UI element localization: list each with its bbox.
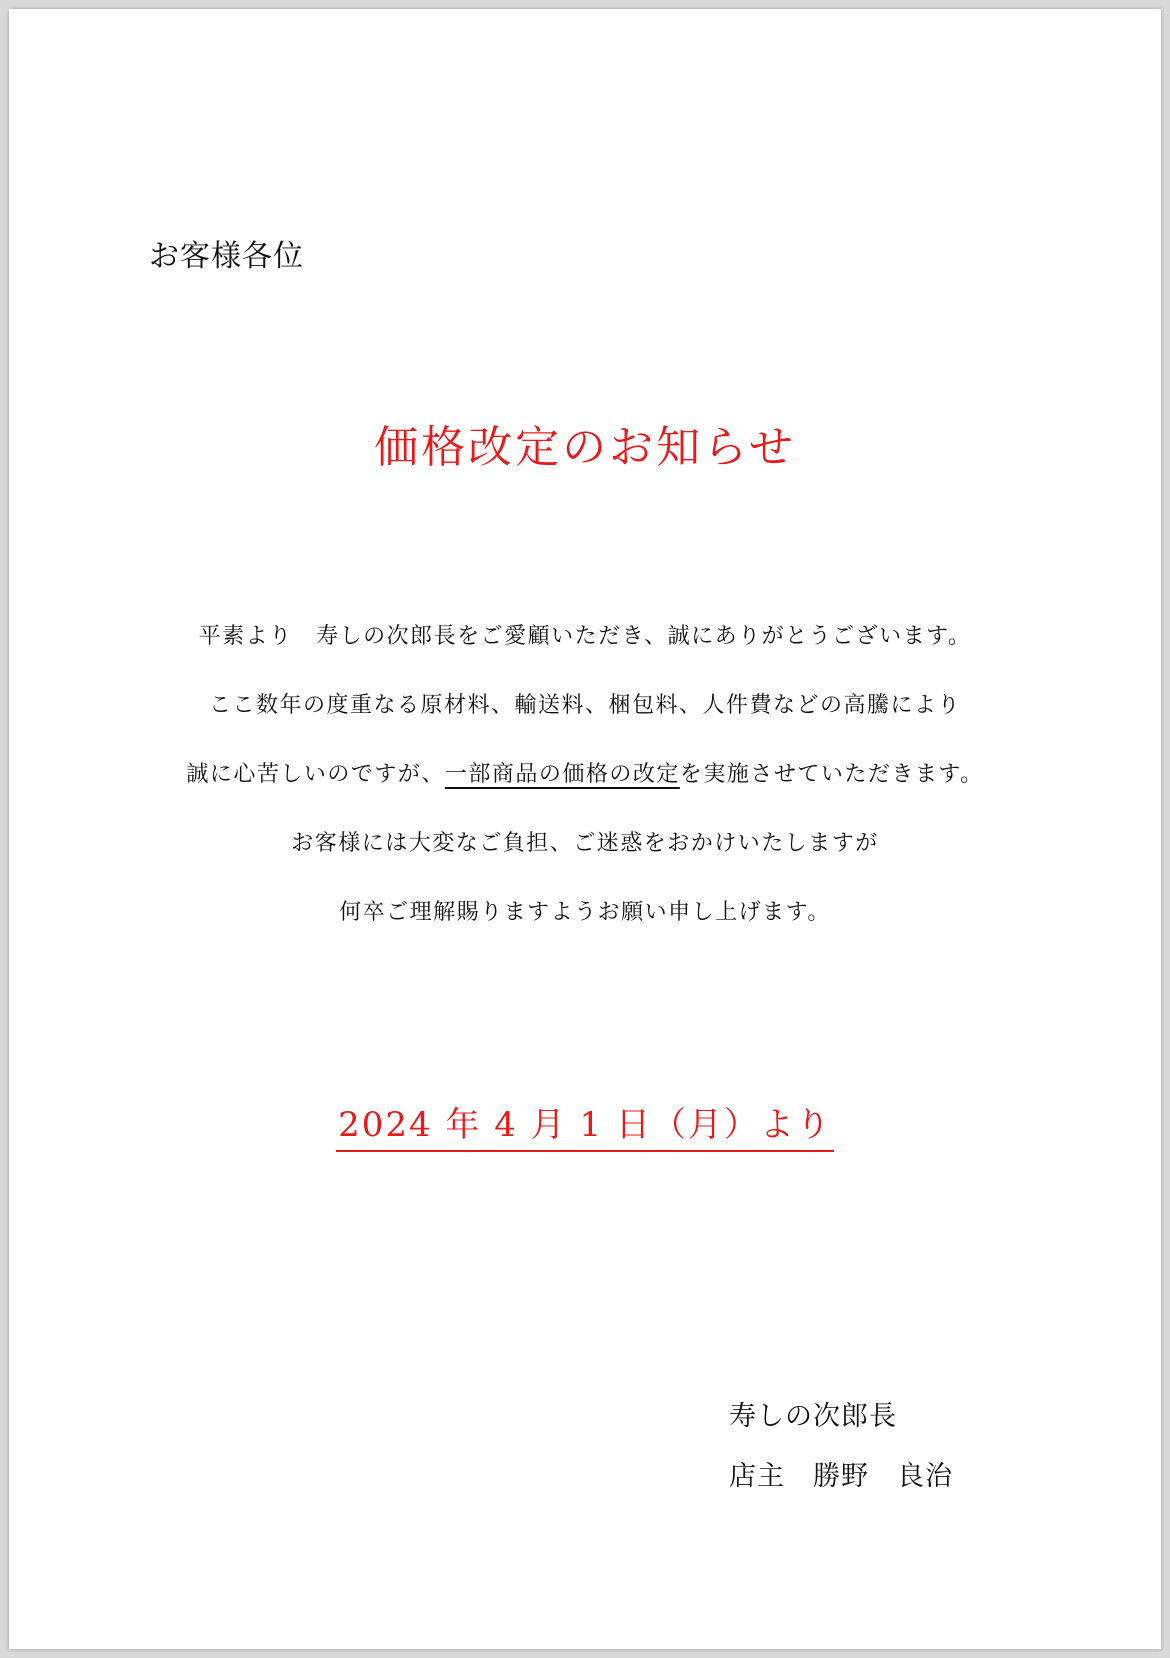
underlined-phrase: 一部商品の価格の改定	[444, 762, 680, 787]
body-line-5: 何卒ご理解賜りますようお願い申し上げます。	[339, 900, 831, 925]
salutation: お客様各位	[149, 239, 304, 274]
signature-shop-name: 寿しの次郎長	[729, 1401, 897, 1432]
body-line-1: 平素より 寿しの次郎長をご愛顧いただき、誠にありがとうございます。	[198, 624, 972, 649]
notice-title: 価格改定のお知らせ	[374, 422, 796, 473]
effective-date-text: 2024 年 4 月 1 日（月）より	[336, 1097, 834, 1152]
body-line-3-start: 誠に心苦しいのですが、	[186, 762, 445, 787]
body-line-3	[9, 757, 1161, 788]
effective-date	[9, 1097, 1161, 1152]
document-page	[9, 9, 1161, 1649]
body-line-4: お客様には大変なご負担、ご迷惑をおかけいたしますが	[291, 831, 879, 856]
body-line-2: ここ数年の度重なる原材料、輸送料、梱包料、人件費などの高騰により	[208, 693, 961, 718]
signature-owner: 店主 勝野 良治	[729, 1461, 953, 1492]
body-line-3-end: を実施させていただきます。	[679, 762, 984, 787]
